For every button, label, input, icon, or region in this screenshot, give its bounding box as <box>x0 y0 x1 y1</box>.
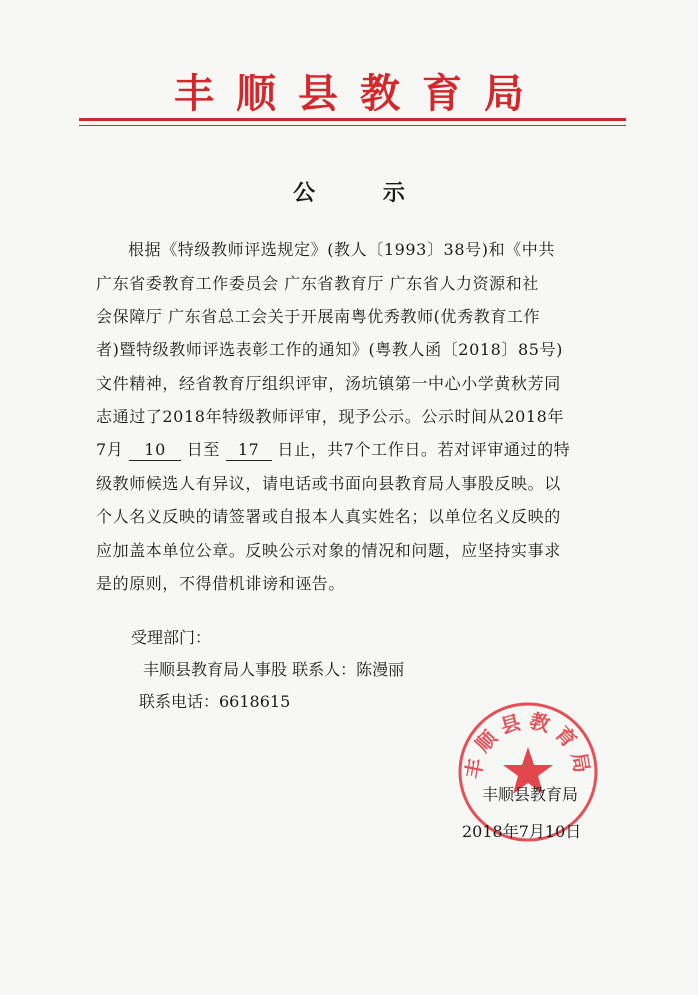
start-day: 10 <box>129 440 181 461</box>
department-label: 受理部门： <box>131 628 212 647</box>
org-header-title: 丰顺县教育局 <box>174 71 546 117</box>
time-period-line <box>96 440 570 461</box>
seal-text: 丰顺县教育局 <box>460 708 596 781</box>
body-line: 文件精神，经省教育厅组织评审，汤坑镇第一中心小学黄秋芳同 <box>96 374 561 393</box>
body-line: 者)暨特级教师评选表彰工作的通知》(粤教人函〔2018〕85号) <box>96 340 564 359</box>
notice-title: 公 示 <box>293 181 435 206</box>
time-middle: 日至 <box>186 440 220 459</box>
signing-organization: 丰顺县教育局 <box>482 785 579 804</box>
time-suffix: 日止，共7个工作日。若对评审通过的特 <box>277 440 571 459</box>
body-line: 是的原则，不得借机诽谤和诬告。 <box>96 574 346 593</box>
end-day: 17 <box>226 440 272 461</box>
body-line: 个人名义反映的请签署或自报本人真实姓名；以单位名义反映的 <box>96 507 561 526</box>
signing-date: 2018年7月10日 <box>462 822 582 841</box>
department-phone: 联系电话：6618615 <box>139 692 291 711</box>
red-divider-thick <box>79 118 626 121</box>
body-line: 根据《特级教师评选规定》(教人〔1993〕38号)和《中共 <box>128 240 555 259</box>
time-prefix: 7月 <box>96 440 124 459</box>
body-line: 广东省委教育工作委员会 广东省教育厅 广东省人力资源和社 <box>96 274 539 293</box>
body-line: 级教师候选人有异议，请电话或书面向县教育局人事股反映。以 <box>96 474 561 493</box>
body-line: 志通过了2018年特级教师评审，现予公示。公示时间从2018年 <box>96 407 565 426</box>
department-unit: 丰顺县教育局人事股 联系人：陈漫丽 <box>143 660 405 679</box>
body-line: 会保障厅 广东省总工会关于开展南粤优秀教师(优秀教育工作 <box>96 307 541 326</box>
body-line: 应加盖本单位公章。反映公示对象的情况和问题，应坚持实事求 <box>96 541 561 560</box>
red-divider-thin <box>79 125 626 126</box>
